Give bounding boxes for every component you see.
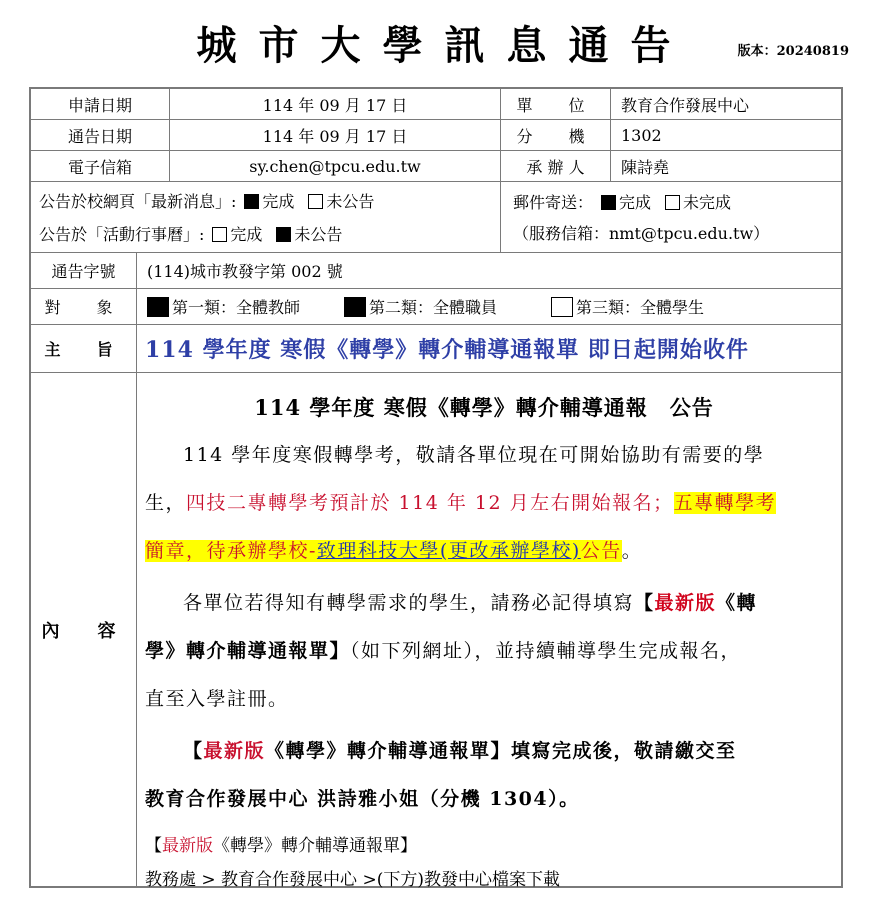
content-heading: 114 學年度 寒假《轉學》轉介輔導通報 公告 — [254, 395, 714, 420]
ext-label: 分 機 — [501, 120, 611, 150]
paragraph-2-line-1: 各單位若得知有轉學需求的學生，請務必記得填寫 — [183, 592, 635, 614]
notice-date-value: 114 年 09 月 17 日 — [170, 120, 501, 150]
bracket-open: 【 — [634, 592, 655, 614]
web-publish-label: 公告於校網頁「最新消息」: — [39, 192, 237, 211]
latest-version-tag: 最新版 — [654, 592, 717, 614]
target-label: 對 象 — [31, 289, 137, 324]
content-label: 內 容 — [31, 373, 137, 886]
content-body — [137, 373, 831, 897]
bracket-open-3: 【 — [145, 836, 162, 856]
notice-form — [29, 87, 843, 888]
info-row-3 — [31, 151, 841, 182]
bracket-open-2: 【 — [183, 740, 204, 762]
mail-label: 郵件寄送： — [513, 193, 594, 212]
web-not-checkbox[interactable] — [308, 194, 323, 209]
paragraph-1-text: 生， — [145, 492, 187, 514]
announcement-text: 公告 — [580, 540, 622, 562]
handler-value: 陳詩堯 — [621, 157, 670, 177]
info-row-1 — [31, 89, 841, 120]
web-not-label: 未公告 — [326, 192, 375, 211]
paragraph-2 — [145, 579, 823, 723]
calendar-publish-label: 公告於「活動行事曆」: — [39, 225, 205, 244]
unit-value: 教育合作發展中心 — [621, 95, 750, 115]
submission-instruction: 《轉學》轉介輔導通報單】填寫完成後，敬請繳交至 — [265, 740, 737, 762]
paragraph-2-line-2: （如下列網址），並持續輔導學生完成報名， — [350, 640, 742, 662]
apply-date-label: 申請日期 — [31, 89, 170, 119]
publish-row — [31, 182, 841, 253]
five-year-note: 五專轉學考 — [673, 492, 777, 514]
calendar-publish-line — [39, 222, 342, 245]
latest-version-tag-2: 最新版 — [203, 740, 266, 762]
web-done-label: 完成 — [262, 192, 295, 211]
mail-not-checkbox[interactable] — [665, 195, 680, 210]
mail-service: （服務信箱：nmt@tpcu.edu.tw） — [513, 224, 770, 243]
publish-status — [31, 182, 501, 252]
notice-date-label: 通告日期 — [31, 120, 170, 150]
doc-number-value: (114)城市教發字第 002 號 — [147, 262, 343, 281]
calendar-not-label: 未公告 — [294, 225, 343, 244]
page-title: 城市大學訊息通告 — [196, 22, 693, 69]
mail-done-checkbox[interactable] — [601, 195, 616, 210]
form-title-part-2: 學》轉介輔導通報單】 — [145, 640, 351, 662]
calendar-not-checkbox[interactable] — [276, 227, 291, 242]
handler-label: 承 辦 人 — [501, 151, 611, 181]
paragraph-1-end: 。 — [621, 540, 643, 562]
subject-value: 114 學年度 寒假《轉學》轉介輔導通報單 即日起開始收件 — [145, 337, 749, 363]
target-students-checkbox[interactable] — [551, 297, 573, 317]
email-value: sy.chen@tpcu.edu.tw — [170, 151, 501, 181]
target-options — [137, 289, 841, 324]
target-students-label: 第三類：全體學生 — [576, 298, 705, 317]
paragraph-2-line-3: 直至入學註冊。 — [145, 688, 289, 710]
latest-version-tag-3: 最新版 — [162, 836, 213, 856]
doc-number-row — [31, 253, 841, 289]
web-publish-line — [39, 189, 374, 212]
paragraph-1-line-1: 114 學年度寒假轉學考，敬請各單位現在可開始協助有需要的學 — [183, 444, 765, 466]
calendar-done-checkbox[interactable] — [212, 227, 227, 242]
web-done-checkbox[interactable] — [244, 194, 259, 209]
unit-label: 單 位 — [501, 89, 611, 119]
mail-not-label: 未完成 — [683, 193, 732, 212]
subject-label: 主 旨 — [31, 325, 137, 372]
form-title-part-1: 《轉 — [716, 592, 758, 614]
ext-value: 1302 — [621, 125, 662, 145]
mail-line — [513, 190, 731, 213]
form-name: 《轉學》轉介輔導通報單】 — [213, 836, 417, 856]
calendar-done-label: 完成 — [230, 225, 263, 244]
content-row — [31, 373, 841, 890]
apply-date-value: 114 年 09 月 17 日 — [170, 89, 501, 119]
target-teachers-checkbox[interactable] — [147, 297, 169, 317]
mail-done-label: 完成 — [619, 193, 652, 212]
form-link-title — [145, 829, 823, 863]
target-staff-label: 第二類：全體職員 — [369, 298, 498, 317]
host-school-link[interactable]: 致理科技大學(更改承辦學校) — [316, 540, 581, 562]
subject-row — [31, 325, 841, 373]
registration-note: 四技二專轉學考預計於 114 年 12 月左右開始報名； — [186, 492, 674, 514]
target-teachers-label: 第一類：全體教師 — [172, 298, 301, 317]
paragraph-1 — [145, 431, 823, 575]
submission-contact: 教育合作發展中心 洪詩雅小姐（分機 1304）。 — [145, 788, 580, 810]
info-row-2 — [31, 120, 841, 151]
mail-status — [501, 182, 841, 252]
target-staff-checkbox[interactable] — [344, 297, 366, 317]
download-path[interactable]: 教務處 > 教育合作發展中心 >(下方)教發中心檔案下載 — [145, 870, 560, 890]
version-label: 版本：20240819 — [737, 44, 849, 59]
doc-number-label: 通告字號 — [31, 253, 137, 288]
five-year-note-cont: 簡章，待承辦學校- — [145, 540, 317, 562]
target-row — [31, 289, 841, 325]
email-label: 電子信箱 — [31, 151, 170, 181]
paragraph-3 — [145, 727, 823, 823]
